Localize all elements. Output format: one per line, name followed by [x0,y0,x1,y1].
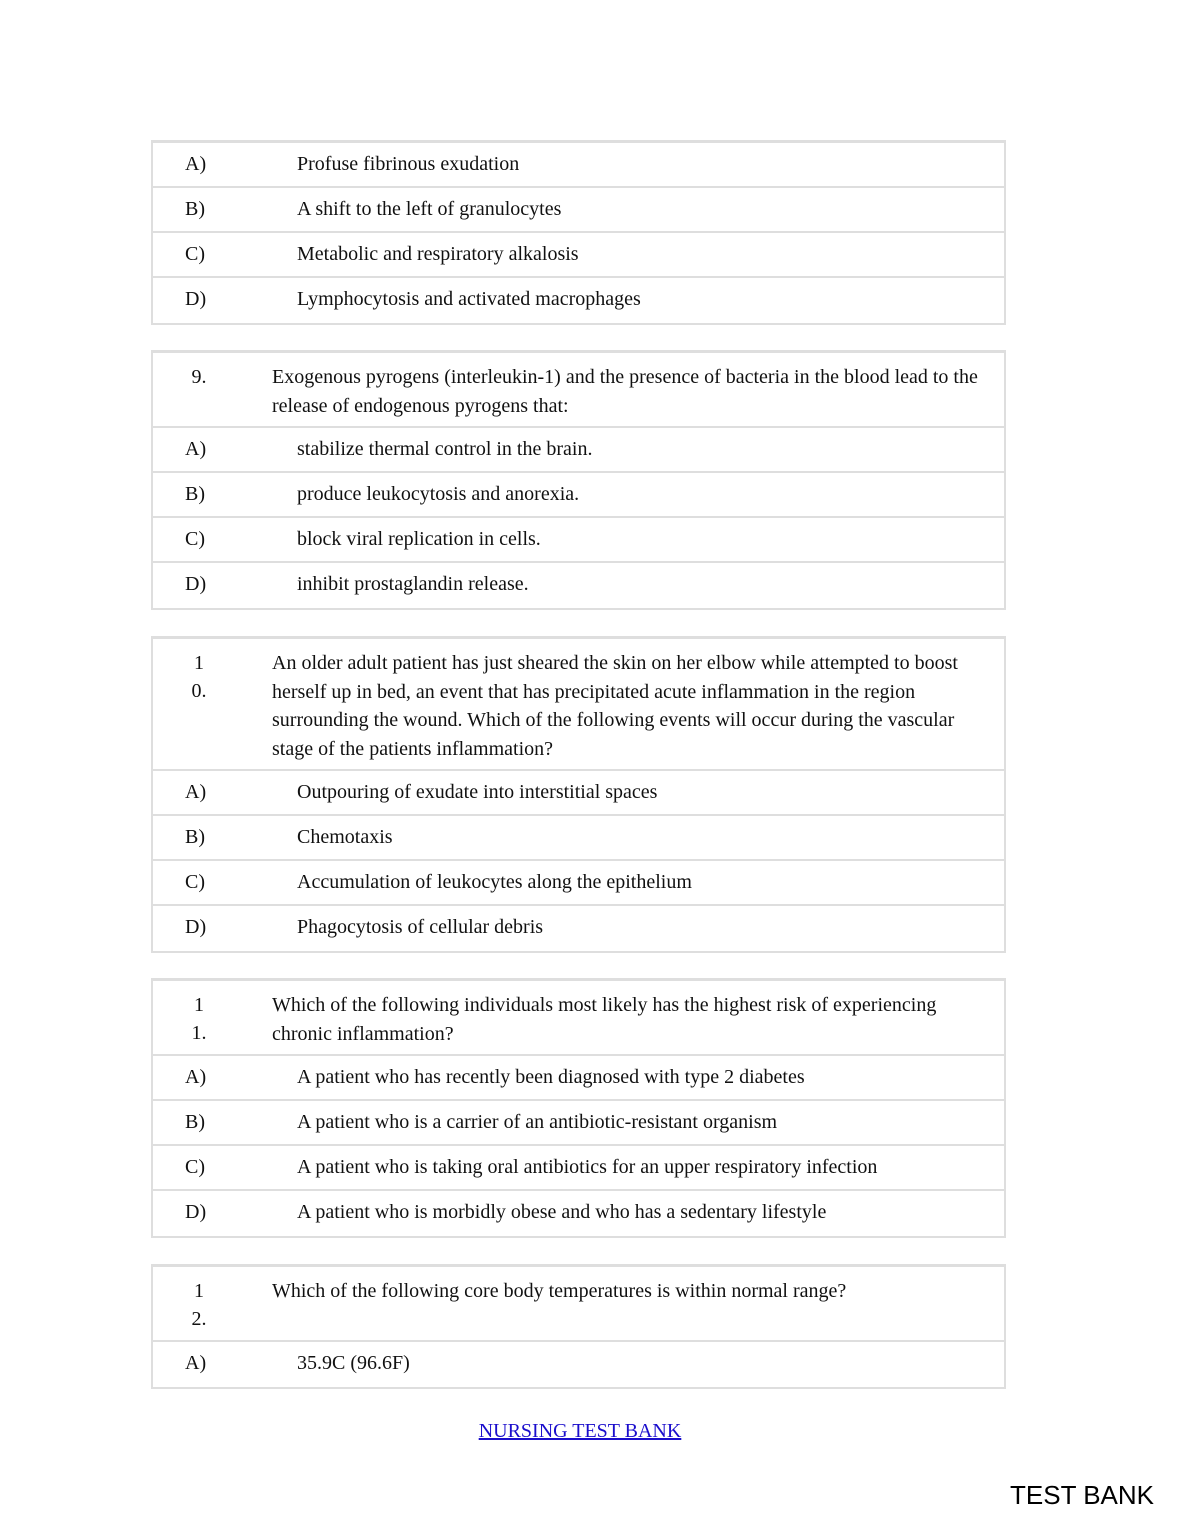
question-number: 12. [191,1280,207,1330]
question-table [151,978,1006,1238]
question-table [151,350,1006,610]
question-table [151,140,1006,325]
answer-option-row [153,473,1004,518]
answer-option-row [153,906,1004,951]
question-number: 10. [191,652,207,702]
option-label: C) [185,243,205,265]
answer-option-row [153,1342,1004,1387]
brand-label: TEST BANK [1010,1480,1155,1510]
option-text: A patient who is taking oral antibiotics for an upper respiratory infection [297,1156,878,1178]
option-text: inhibit prostaglandin release. [297,573,529,595]
option-text: 35.9C (96.6F) [297,1352,410,1374]
option-label: D) [185,573,207,595]
question-text: Exogenous pyrogens (interleukin-1) and the presence of bacteria in the blood lead to the release of endogenous pyrogens that: [272,366,978,417]
option-label: C) [185,1156,205,1178]
option-label: A) [185,1352,207,1374]
option-label: A) [185,1066,207,1088]
answer-option-row [153,861,1004,906]
answer-option-row [153,563,1004,608]
footer [0,1420,1160,1443]
option-text: stabilize thermal control in the brain. [297,438,593,460]
option-label: B) [185,483,205,505]
question-text: An older adult patient has just sheared the skin on her elbow while attempted to boost herself up in bed, an event that has precipitated acute inflammation in the region surrounding the wound. Which of the following events will occur during the vascular stage of the patients inflammation? [272,652,958,760]
question-number: 11. [191,994,207,1044]
option-text: Profuse fibrinous exudation [297,153,520,175]
option-label: B) [185,198,205,220]
option-text: Metabolic and respiratory alkalosis [297,243,579,265]
option-text: Outpouring of exudate into interstitial spaces [297,781,658,803]
question-text: Which of the following individuals most likely has the highest risk of experiencing chronic inflammation? [272,994,937,1045]
option-text: A patient who is a carrier of an antibiotic-resistant organism [297,1111,778,1133]
question-row [153,981,1004,1056]
option-label: A) [185,781,207,803]
option-label: D) [185,916,207,938]
question-number: 9. [191,366,207,388]
answer-option-row [153,1191,1004,1236]
question-row [153,353,1004,428]
answer-option-row [153,278,1004,323]
option-text: Phagocytosis of cellular debris [297,916,544,938]
answer-option-row [153,188,1004,233]
answer-option-row [153,233,1004,278]
question-row [153,639,1004,771]
option-text: produce leukocytosis and anorexia. [297,483,580,505]
option-label: D) [185,288,207,310]
answer-option-row [153,143,1004,188]
option-text: block viral replication in cells. [297,528,541,550]
answer-option-row [153,428,1004,473]
option-label: A) [185,153,207,175]
option-text: Chemotaxis [297,826,393,848]
answer-option-row [153,518,1004,563]
option-label: B) [185,1111,205,1133]
answer-option-row [153,771,1004,816]
option-text: Lymphocytosis and activated macrophages [297,288,641,310]
option-text: Accumulation of leukocytes along the epithelium [297,871,692,893]
option-text: A patient who is morbidly obese and who has a sedentary lifestyle [297,1201,827,1223]
nursing-test-bank-link[interactable]: NURSING TEST BANK [478,1420,682,1442]
answer-option-row [153,1101,1004,1146]
question-text: Which of the following core body temperatures is within normal range? [272,1280,847,1302]
question-row [153,1267,1004,1342]
option-label: B) [185,826,205,848]
answer-option-row [153,816,1004,861]
answer-option-row [153,1146,1004,1191]
question-table [151,636,1006,953]
option-text: A shift to the left of granulocytes [297,198,562,220]
option-label: A) [185,438,207,460]
option-label: C) [185,871,205,893]
option-label: D) [185,1201,207,1223]
option-text: A patient who has recently been diagnosed with type 2 diabetes [297,1066,805,1088]
question-table [151,1264,1006,1389]
option-label: C) [185,528,205,550]
answer-option-row [153,1056,1004,1101]
